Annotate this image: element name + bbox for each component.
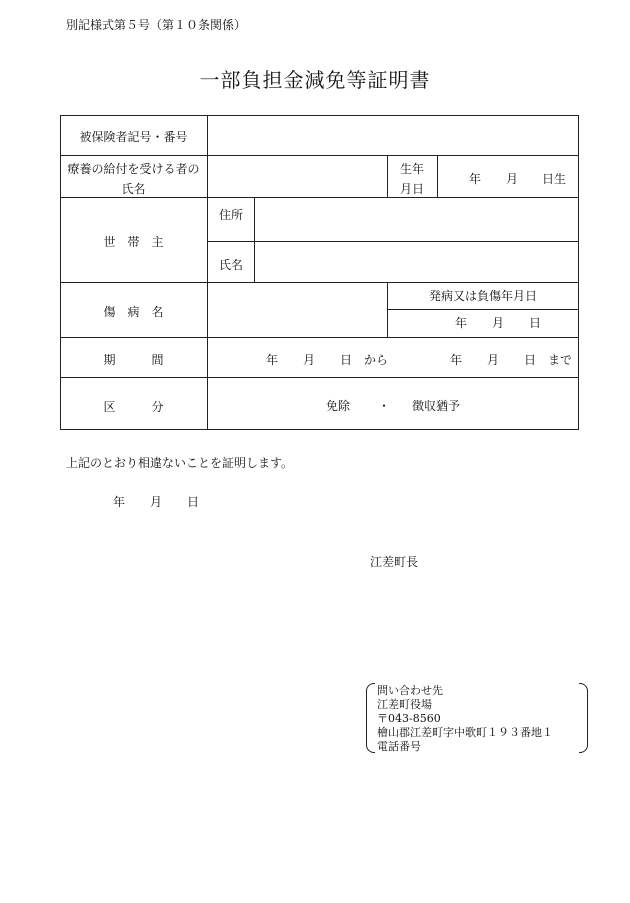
contact-info-box: [366, 683, 588, 753]
category-defer-option[interactable]: 徴収猶予: [412, 399, 461, 413]
insured-number-label: 被保険者記号・番号: [79, 130, 188, 144]
right-bracket: [579, 683, 588, 753]
householder-label: 世 帯 主: [103, 235, 164, 249]
birth-year-unit: 年: [469, 172, 482, 186]
left-bracket: [366, 683, 375, 753]
onset-year-unit: 年: [455, 316, 468, 330]
birth-day-unit: 日生: [542, 172, 567, 186]
period-to-month-unit: 月: [487, 353, 500, 367]
birth-month-unit: 月: [506, 172, 519, 186]
cert-year-unit: 年: [113, 495, 126, 509]
onset-day-unit: 日: [529, 316, 542, 330]
period-field[interactable]: [208, 338, 578, 376]
certification-statement: 上記のとおり相違ないことを証明します。: [66, 456, 294, 470]
birth-label-line2: 月日: [399, 182, 424, 196]
contact-postal: 〒043-8560: [377, 712, 441, 725]
cert-day-unit: 日: [187, 495, 200, 509]
period-to-year-unit: 年: [450, 353, 463, 367]
contact-phone-label: 電話番号: [377, 740, 421, 753]
contact-heading: 問い合わせ先: [377, 684, 443, 697]
recipient-label-line1: 療養の給付を受ける者の: [67, 162, 200, 176]
period-to-text: まで: [548, 353, 573, 367]
period-from-year-unit: 年: [266, 353, 279, 367]
cert-month-unit: 月: [150, 495, 163, 509]
contact-office: 江差町役場: [377, 698, 432, 711]
birth-date-field[interactable]: [438, 156, 578, 196]
contact-address: 檜山郡江差町字中歌町１９３番地１: [377, 726, 553, 739]
address-field[interactable]: [255, 198, 578, 240]
householder-name-label: 氏名: [219, 258, 244, 272]
insured-number-field[interactable]: [208, 116, 578, 154]
category-exempt-option[interactable]: 免除: [326, 399, 351, 413]
period-from-text: から: [364, 353, 389, 367]
recipient-label-line2: 氏名: [121, 182, 146, 196]
onset-date-field[interactable]: [388, 310, 578, 336]
row-divider: [60, 377, 579, 378]
recipient-name-field[interactable]: [208, 156, 386, 196]
injury-name-label: 傷 病 名: [103, 305, 164, 319]
form-number-label: 別記様式第５号（第１０条関係）: [66, 18, 247, 32]
category-label: 区 分: [103, 400, 164, 414]
period-from-month-unit: 月: [303, 353, 316, 367]
onset-month-unit: 月: [492, 316, 505, 330]
category-separator: ・: [378, 399, 391, 413]
period-from-day-unit: 日: [340, 353, 353, 367]
birth-label-line1: 生年: [399, 162, 424, 176]
onset-date-label: 発病又は負傷年月日: [428, 289, 537, 303]
address-label: 住所: [219, 208, 244, 222]
mayor-signature-label: 江差町長: [370, 555, 419, 569]
period-label: 期 間: [103, 353, 164, 367]
contact-lines: [377, 684, 553, 754]
householder-name-field[interactable]: [255, 242, 578, 281]
injury-name-field[interactable]: [208, 283, 386, 336]
document-title: 一部負担金減免等証明書: [199, 68, 431, 92]
period-to-day-unit: 日: [524, 353, 537, 367]
